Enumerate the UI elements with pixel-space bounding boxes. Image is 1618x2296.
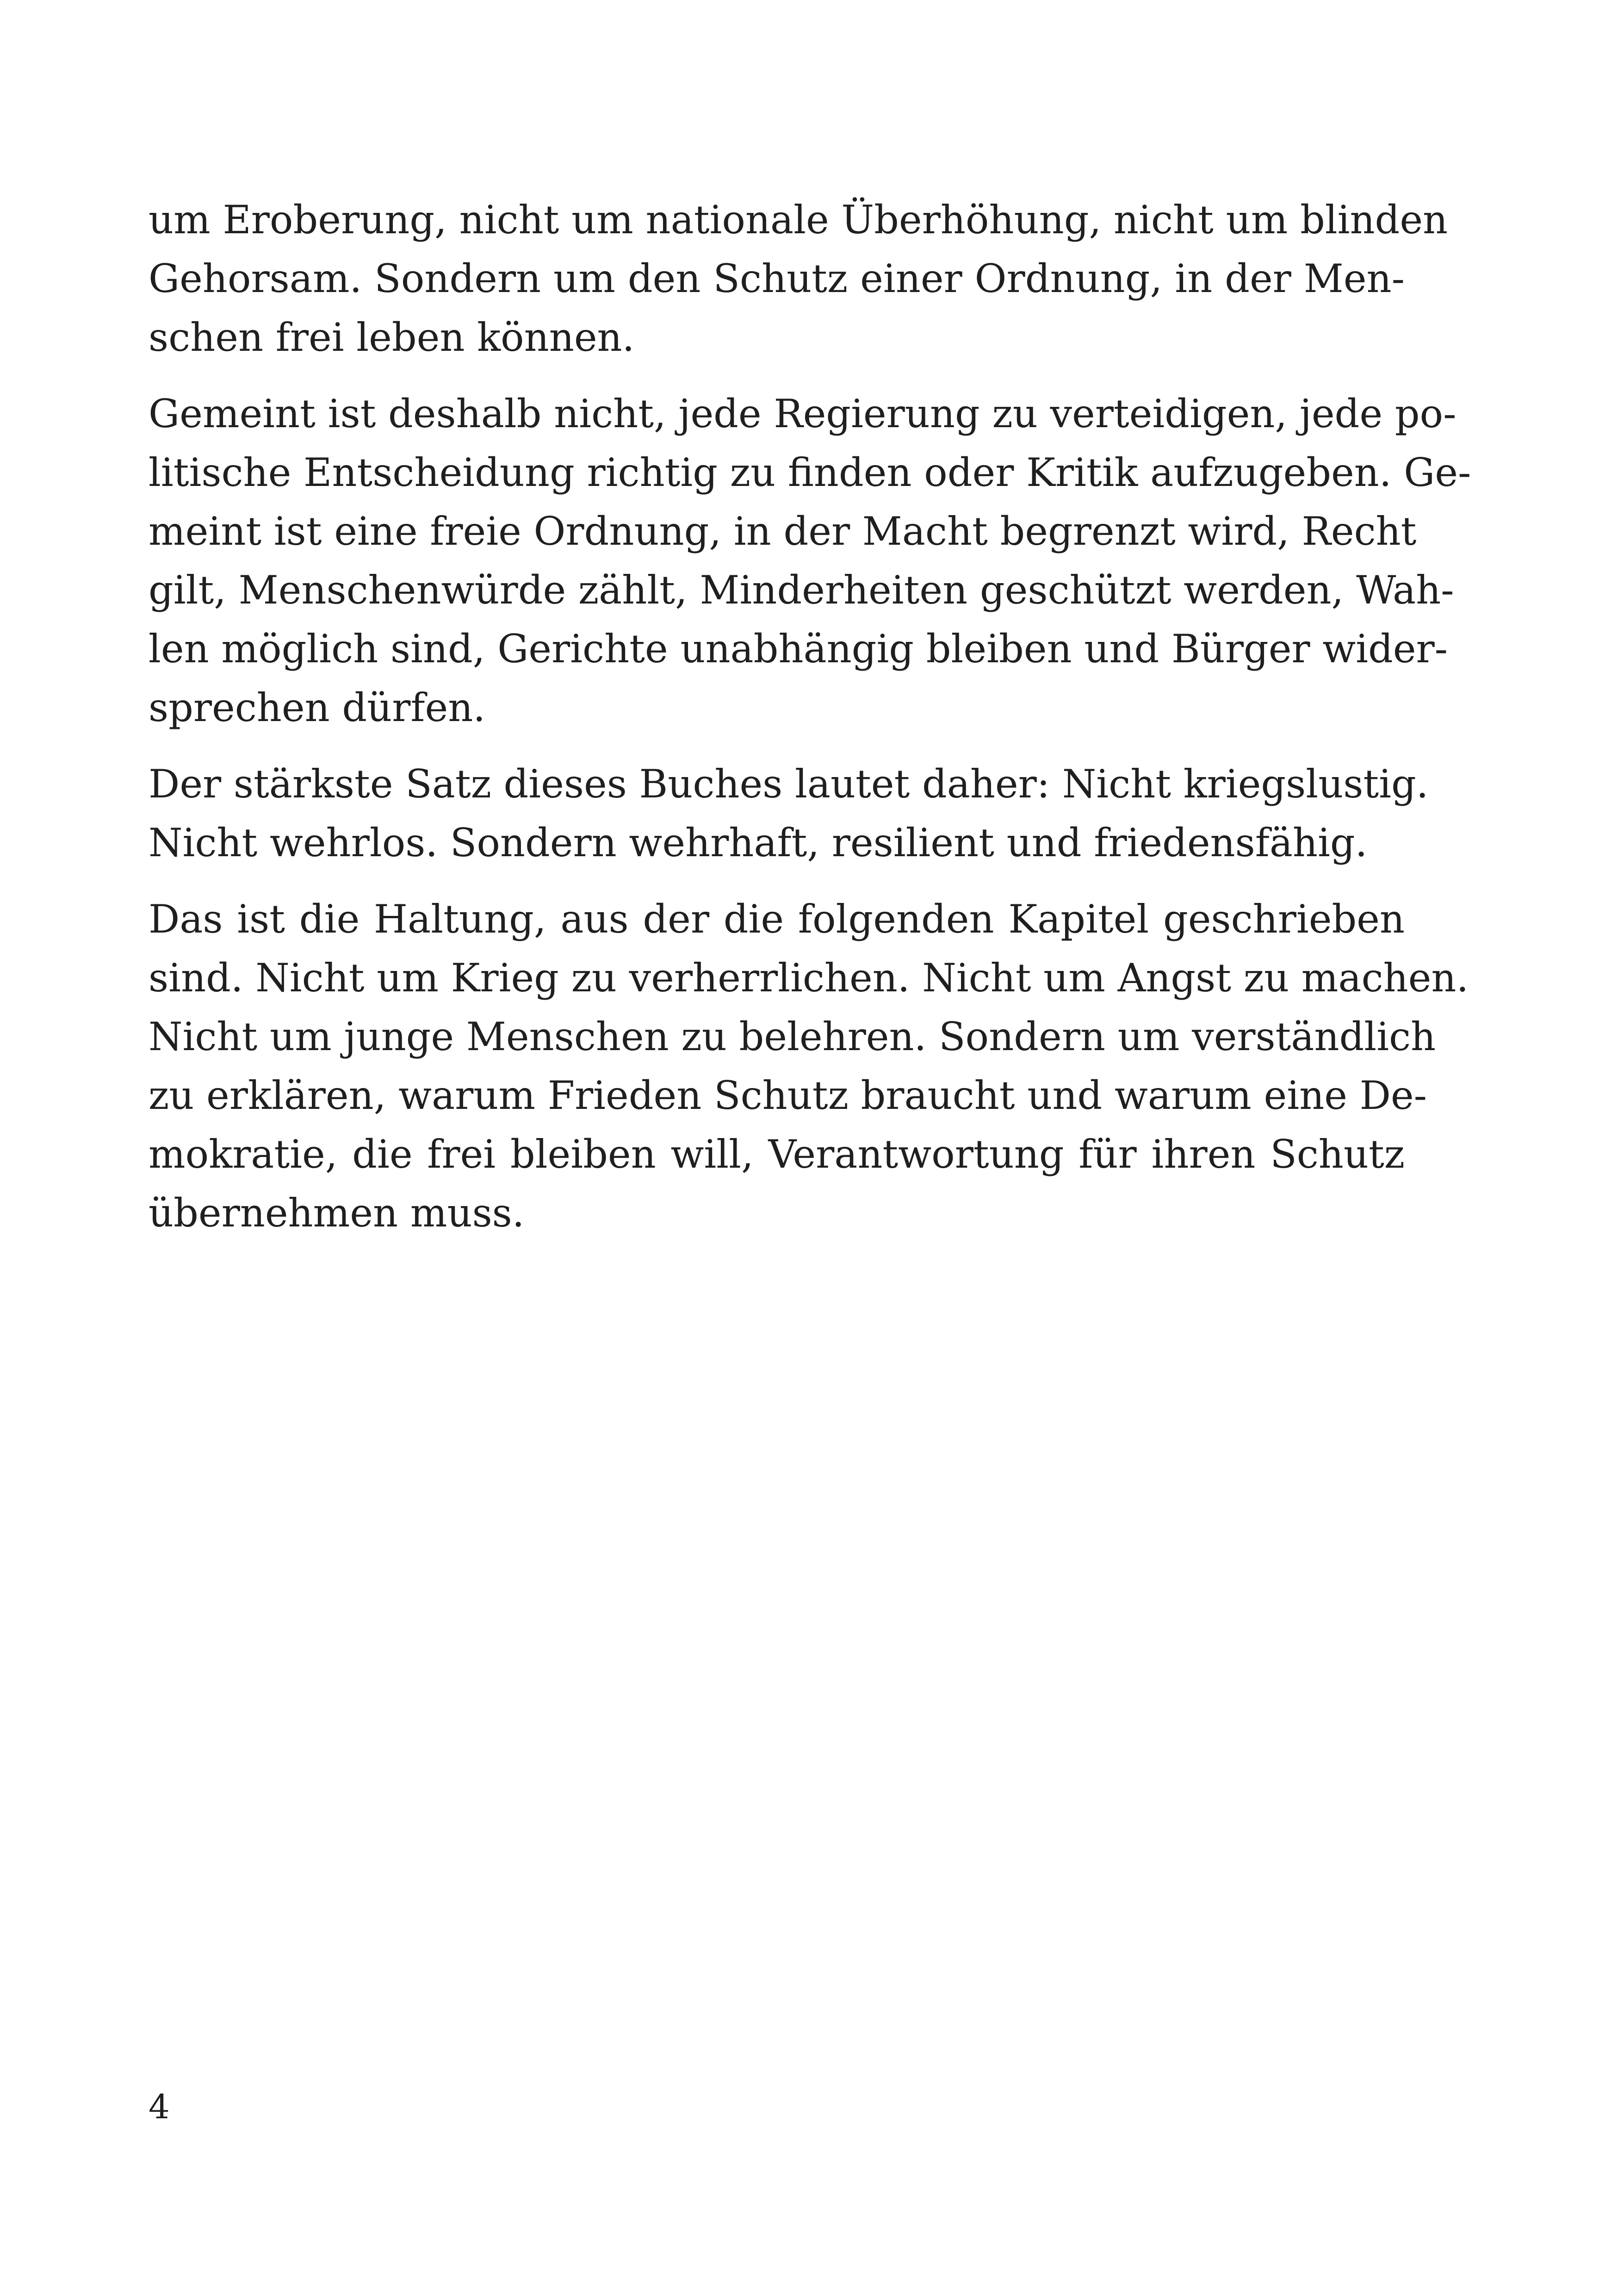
text-line: um Eroberung, nicht um nationale Überhöhung, nicht um blinden xyxy=(149,197,1448,243)
paragraph-4 xyxy=(149,890,1469,1243)
text-line: gilt, Menschenwürde zählt, Minderheiten geschützt werden, Wah- xyxy=(149,567,1454,613)
paragraph-1 xyxy=(149,191,1448,367)
text-line: sprechen dürfen. xyxy=(149,685,486,730)
text-line: übernehmen muss. xyxy=(149,1190,525,1236)
text-line: Nicht wehrlos. Sondern wehrhaft, resilient und friedensfähig. xyxy=(149,820,1368,865)
text-line: mokratie, die frei bleiben will, Verantwortung für ihren Schutz xyxy=(149,1132,1405,1177)
text-line: Gehorsam. Sondern um den Schutz einer Ordnung, in der Men- xyxy=(149,256,1405,301)
text-line: meint ist eine freie Ordnung, in der Macht begrenzt wird, Recht xyxy=(149,509,1417,554)
paragraph-3 xyxy=(149,755,1429,872)
text-line: Gemeint ist deshalb nicht, jede Regierung zu verteidigen, jede po- xyxy=(149,391,1457,436)
page-number: 4 xyxy=(149,2087,170,2126)
text-line: schen frei leben können. xyxy=(149,315,635,360)
paragraph-2 xyxy=(149,385,1471,737)
body-text xyxy=(149,191,1471,1260)
text-line: len möglich sind, Gerichte unabhängig bleiben und Bürger wider- xyxy=(149,626,1448,672)
text-line: sind. Nicht um Krieg zu verherrlichen. Nicht um Angst zu machen. xyxy=(149,955,1469,1001)
text-line: Der stärkste Satz dieses Buches lautet daher: Nicht kriegslustig. xyxy=(149,761,1429,807)
text-line: Das ist die Haltung, aus der die folgenden Kapitel geschrieben xyxy=(149,896,1405,942)
text-line: Nicht um junge Menschen zu belehren. Sondern um verständlich xyxy=(149,1014,1436,1059)
text-line: litische Entscheidung richtig zu finden oder Kritik aufzugeben. Ge- xyxy=(149,450,1471,495)
text-line: zu erklären, warum Frieden Schutz braucht und warum eine De- xyxy=(149,1073,1427,1118)
